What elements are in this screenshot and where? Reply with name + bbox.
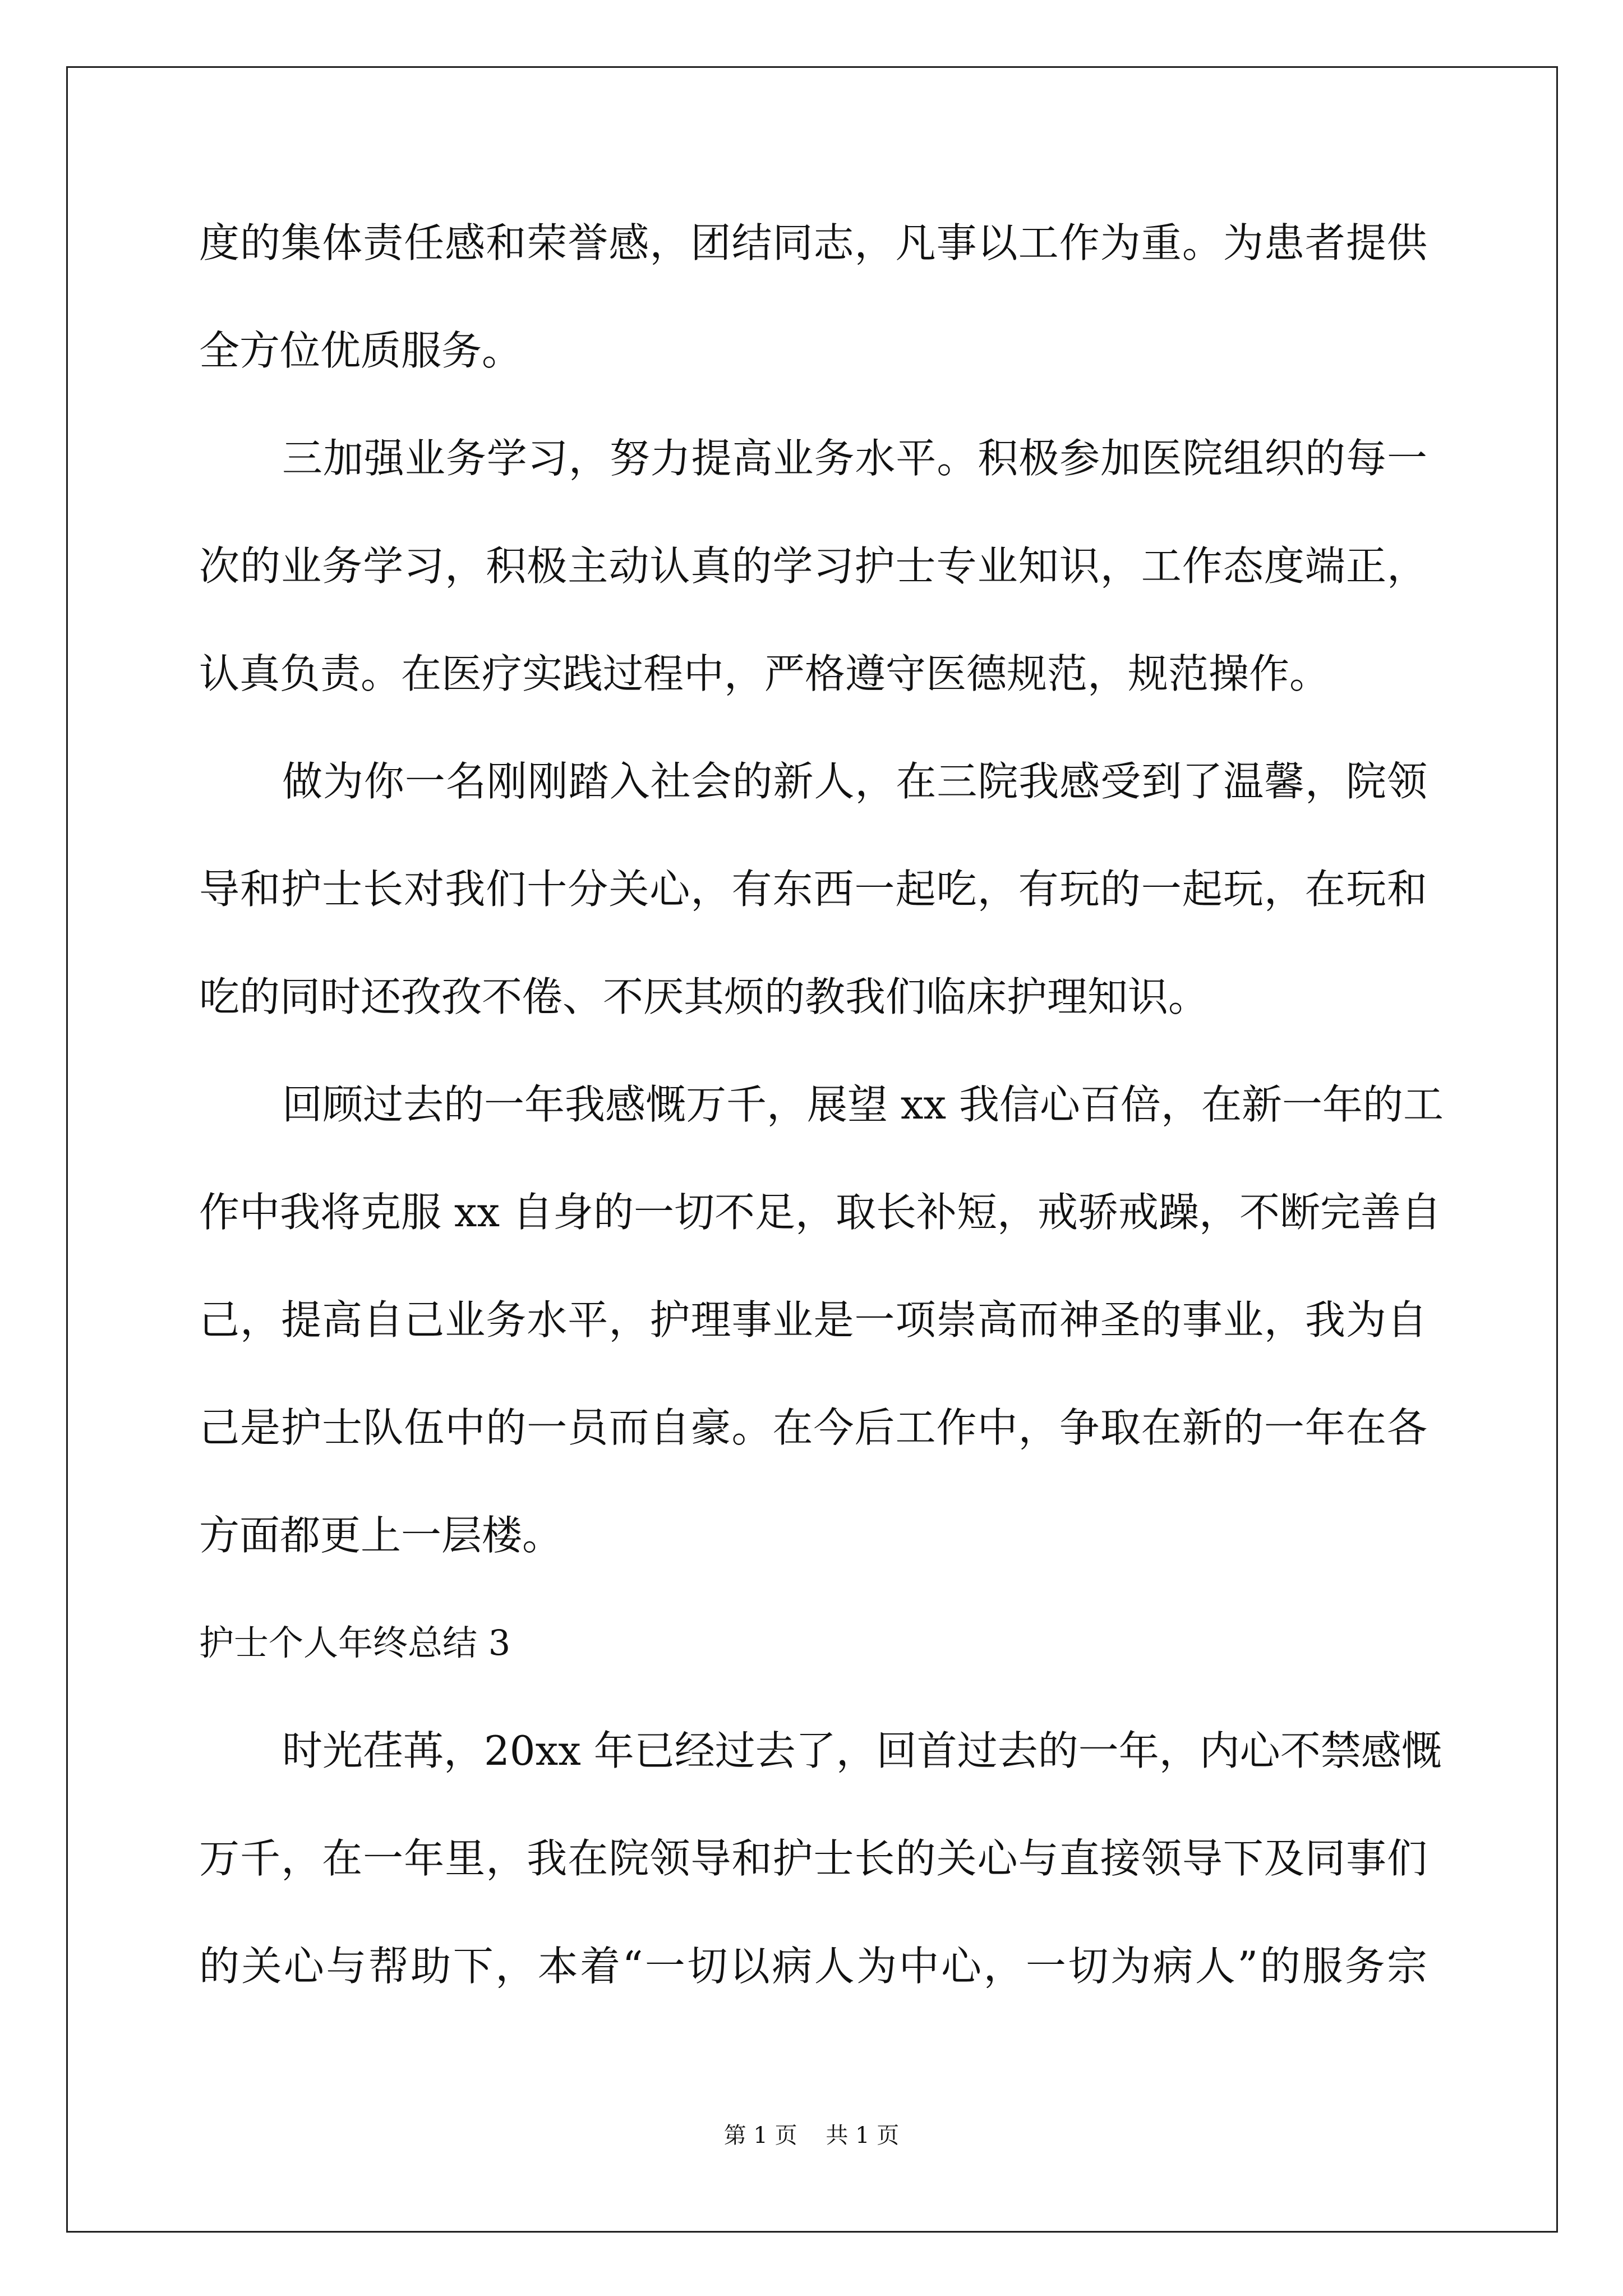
paragraph-line: 导和护士长对我们十分关心，有东西一起吃，有玩的一起玩，在玩和 [199,866,1427,913]
paragraph-line: 己，提高自己业务水平，护理事业是一项崇高而神圣的事业，我为自 [199,1296,1427,1343]
paragraph-line: 度的集体责任感和荣誉感，团结同志，凡事以工作为重。为患者提供 [199,219,1427,266]
paragraph-line: 回顾过去的一年我感慨万千，展望 xx 我信心百倍，在新一年的工 [282,1081,1444,1128]
paragraph-line: 己是护士队伍中的一员而自豪。在今后工作中，争取在新的一年在各 [199,1404,1427,1451]
paragraph-line: 三加强业务学习，努力提高业务水平。积极参加医院组织的每一 [282,435,1427,482]
document-body [199,216,1444,1993]
page-number: 第 1 页 共 1 页 [723,2123,900,2148]
paragraph-line: 方面都更上一层楼。 [199,1512,563,1559]
paragraph-line: 万千，在一年里，我在院领导和护士长的关心与直接领导下及同事们 [199,1835,1427,1882]
paragraph-line: 的关心与帮助下，本着“一切以病人为中心，一切为病人”的服务宗 [199,1943,1427,1990]
section-heading: 护士个人年终总结 3 [199,1622,511,1663]
paragraph-line: 作中我将克服 xx 自身的一切不足，取长补短，戒骄戒躁，不断完善自 [199,1189,1441,1236]
paragraph-line: 次的业务学习，积极主动认真的学习护士专业知识，工作态度端正， [199,542,1427,590]
paragraph-line: 时光荏苒，20xx 年已经过去了，回首过去的一年，内心不禁感慨 [282,1727,1442,1774]
page-footer [0,2122,1623,2150]
paragraph-line: 吃的同时还孜孜不倦、不厌其烦的教我们临床护理知识。 [199,973,1209,1020]
paragraph-line: 做为你一名刚刚踏入社会的新人，在三院我感受到了温馨，院领 [282,758,1427,805]
paragraph-line: 全方位优质服务。 [199,327,523,374]
paragraph-line: 认真负责。在医疗实践过程中，严格遵守医德规范，规范操作。 [199,650,1330,697]
